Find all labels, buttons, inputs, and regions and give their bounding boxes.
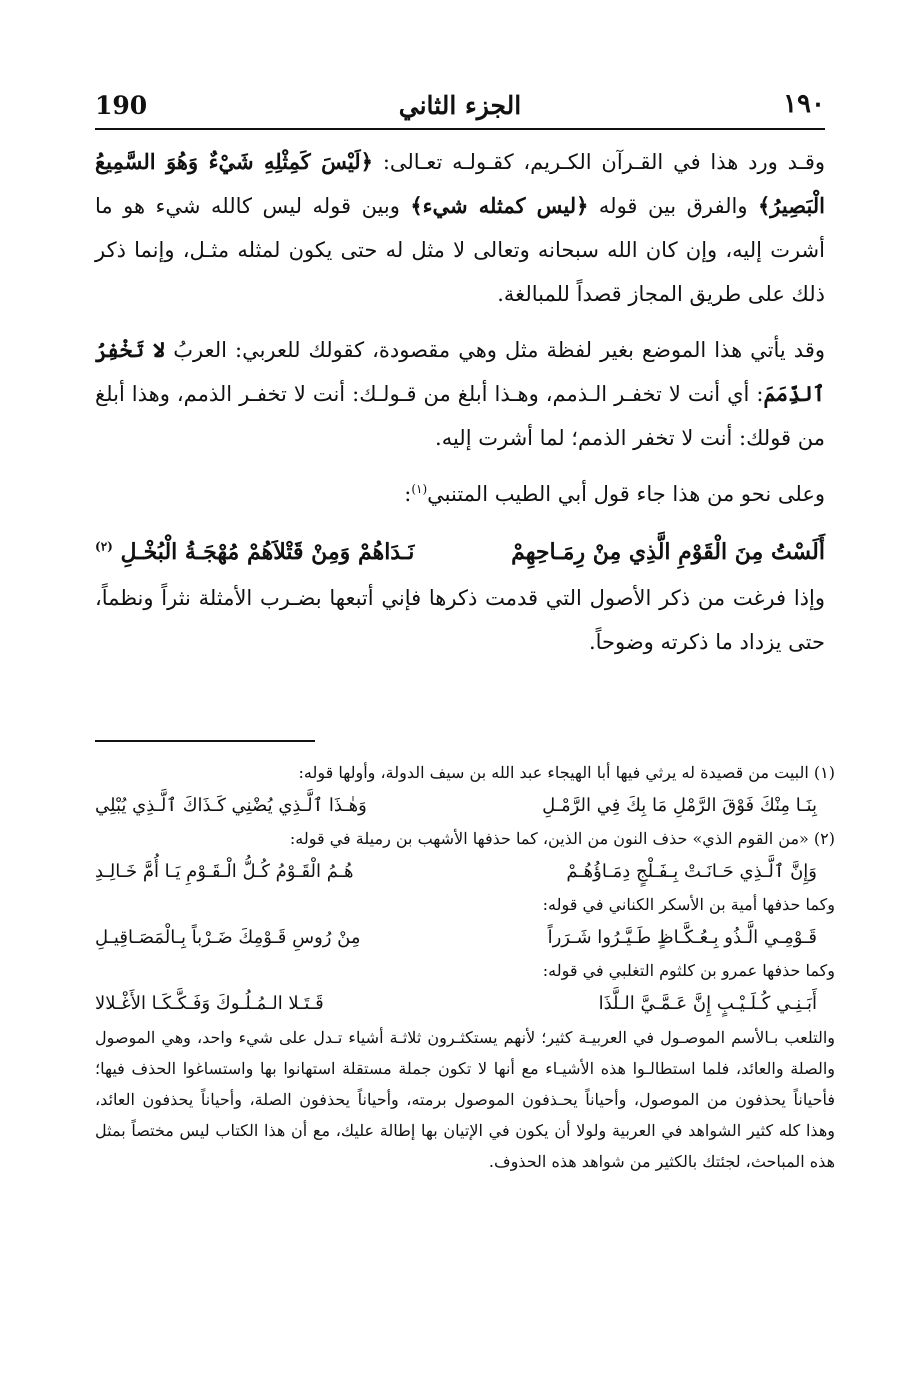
example-phrase: لا تَخْفِرُ ٱلذِّمَمَ (95, 337, 825, 406)
poem-verse (95, 528, 825, 576)
paragraph-1-text-b: والفرق بين قوله (588, 194, 758, 218)
paragraph-1-text-c: وبين قوله ليس كالله شيء هو ما أشرت إليه، وإن كان الله سبحانه وتعالى لا مثل له حتى يكون لمثله مثـل، وإنما ذكر ذلك على طريق المجاز قصداً للمبالغة. (95, 194, 825, 306)
page-number-latin: 190 (95, 91, 148, 120)
paragraph-3-text: وعلى نحو من هذا جاء قول أبي الطيب المتنبي (427, 482, 825, 506)
footnote-verse-4-first: أَبَـنِـي كُـلَـيْـبٍ إِنَّ عَـمَّـيَّ الـلَّذَا (598, 993, 817, 1014)
quran-quote-1: ﴿لَيْسَ كَمِثْلِهِ شَيْءٌ وَهُوَ السَّمِيعُ الْبَصِيرُ﴾ (95, 149, 826, 218)
paragraph-2 (95, 328, 825, 460)
paragraph-2-text-a: وقد يأتي هذا الموضع بغير لفظة مثل وهي مقصودة، كقولك للعربي: العربُ (165, 338, 826, 362)
page-number-arabic: ١٩٠ (783, 89, 825, 119)
page-header (95, 85, 825, 125)
main-text (95, 140, 825, 664)
paragraph-4: وإذا فرغت من ذكر الأصول التي قدمت ذكرها فإني أتبعها بضـرب الأمثلة نثراً ونظماً، حتى يزداد ما ذكرته وضوحاً. (95, 586, 825, 654)
paragraph-3-tail: : (404, 482, 412, 506)
running-title: الجزء الثاني (398, 91, 522, 120)
paragraph-2-text-b: : أي أنت لا تخفـر الـذمم، وهـذا أبلغ من قـولـك: أنت لا تخفـر الذمم، وهذا أبلغ من قولك: أنت لا تخفر الذمم؛ لما أشرت إليه. (95, 382, 825, 450)
footnote-marker-1: (١) (411, 482, 428, 496)
footnote-verse-4 (95, 986, 835, 1022)
footnote-verse-3-first: قَـوْمِـي الَّـذُو بِـعُـكَّـاظٍ طَـيَّـرُوا شَـرَراً (547, 927, 817, 948)
footnotes (95, 758, 835, 1177)
paragraph-1 (95, 140, 825, 316)
footnote-rule (95, 740, 315, 742)
footnote-2: (٢) «من القوم الذي» حذف النون من الذين، كما حذفها الأشهب بن رميلة في قوله: (289, 829, 835, 848)
footnote-marker-2: (٢) (95, 539, 113, 554)
quran-quote-2: ﴿ليس كمثله شيء﴾ (410, 193, 589, 218)
header-rule (95, 128, 825, 130)
footnote-2-discussion: والتلعب بـالأسم الموصـول في العربيـة كثير؛ لأنهم يستكثـرون ثلاثـة أشياء تـدل على شيء واحد، وهي الموصول والصلة والعائد، فلما استطالـوا هذه الأشيـاء مع أنها لا تكون جملة مستقلة استهانوا بها واستساغوا الحذف فيها؛ فأحياناً يحذفون من الموصول، وأحياناً يحـذفون الموصول برمته، وأحياناً يحذفون الصلة، وأحياناً يحذفون العائد، وهذا كله كثير الشواهد في العربية ولولا أن يكون في الإتيان بها إطالة عليك، مع أن هذا الكتاب ليس مختصاً بمثل هذه المباحث، لجئتك بالكثير من شواهد هذه الحذوف. (95, 1028, 836, 1171)
footnote-1: (١) البيت من قصيدة له يرثي فيها أبا الهيجاء عبد الله بن سيف الدولة، وأولها قوله: (298, 763, 835, 782)
footnote-2-note-b: وكما حذفها عمرو بن كلثوم التغلبي في قوله: (542, 961, 835, 980)
footnote-verse-1-second: وَهٰـذَا ٱلَّـذِي يُضْنِي كَـذَاكَ ٱلَّـذِي يُبْلِي (95, 795, 367, 816)
footnote-verse-3 (95, 920, 835, 956)
footnote-2-note-a: وكما حذفها أمية بن الأسكر الكناني في قوله: (542, 895, 835, 914)
footnote-verse-4-second: قَـتَـلا الـمُـلُـوكَ وَفَـكَّـكَـا الأَغْـلالا (95, 993, 324, 1014)
verse-first-hemistich: أَلَسْتُ مِنَ الْقَوْمِ الَّذِي مِنْ رِمَـاحِهِمْ (511, 539, 825, 565)
footnote-verse-1-first: بِنَـا مِنْكَ فَوْقَ الرَّمْلِ مَا بِكَ فِي الرَّمْـلِ (542, 795, 817, 816)
footnote-verse-2-first: وَإِنَّ ٱلَّـذِي حَـانَـتْ بِـفَـلْجٍ دِمَـاؤُهُـمْ (566, 861, 817, 882)
footnote-verse-3-second: مِنْ رُوسِ قَـوْمِكَ ضَـرْباً بِـالْمَصَـاقِيـلِ (95, 927, 361, 948)
verse-second-hemistich: نَـدَاهُمْ وَمِنْ قَتْلاَهُمْ مُهْجَـةُ الْبُخْـلِ (120, 539, 415, 565)
footnote-verse-1 (95, 788, 835, 824)
paragraph-3 (95, 472, 825, 516)
verse-second-hemistich-wrap (95, 528, 414, 576)
footnote-verse-2-second: هُـمُ الْقَـوْمُ كُـلُّ الْـقَـوْمِ يَـا أُمَّ خَـالِـدِ (95, 861, 354, 882)
paragraph-1-text-a: وقـد ورد هذا في القـرآن الكـريم، كقـولـه تعـالى: (373, 150, 825, 174)
footnote-verse-2 (95, 854, 835, 890)
